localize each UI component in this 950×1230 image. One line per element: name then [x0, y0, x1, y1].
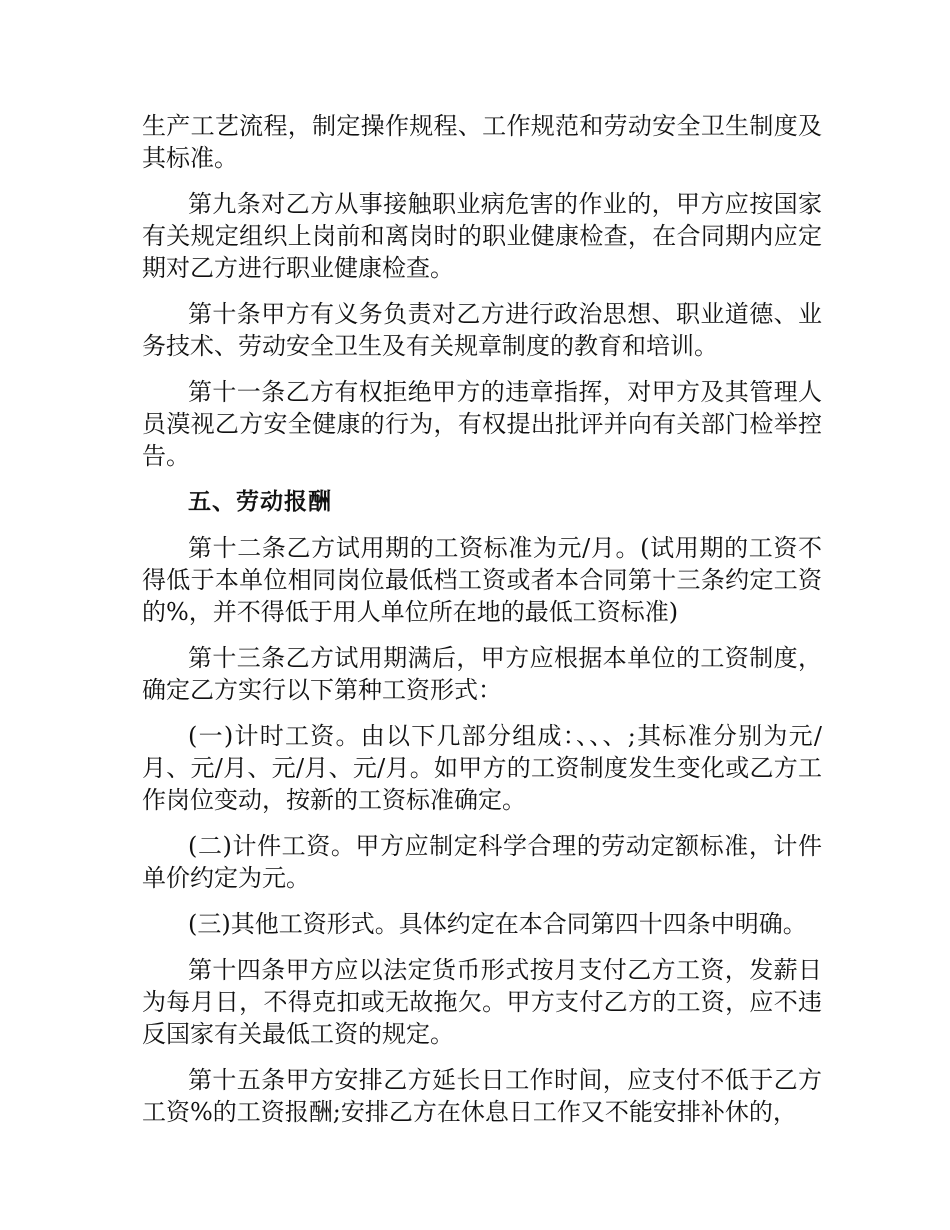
paragraph-item-1: (一)计时工资。由以下几部分组成：、、、;其标准分别为元/月、元/月、元/月、元/月。如甲方的工资制度发生变化或乙方工作岗位变动，按新的工资标准确定。 [142, 722, 822, 814]
paragraph-article-9: 第九条对乙方从事接触职业病危害的作业的，甲方应按国家有关规定组织上岗前和离岗时的职业健康检查，在合同期内应定期对乙方进行职业健康检查。 [142, 190, 822, 282]
paragraph-article-11: 第十一条乙方有权拒绝甲方的违章指挥，对甲方及其管理人员漠视乙方安全健康的行为，有权提出批评并向有关部门检举控告。 [142, 378, 822, 470]
document-body [142, 110, 822, 1142]
paragraph-article-14: 第十四条甲方应以法定货币形式按月支付乙方工资，发薪日为每月日，不得克扣或无故拖欠。甲方支付乙方的工资，应不违反国家有关最低工资的规定。 [142, 956, 822, 1048]
paragraph-article-10: 第十条甲方有义务负责对乙方进行政治思想、职业道德、业务技术、劳动安全卫生及有关规章制度的教育和培训。 [142, 300, 822, 360]
paragraph-article-15: 第十五条甲方安排乙方延长日工作时间，应支付不低于乙方工资%的工资报酬;安排乙方在休息日工作又不能安排补休的， [142, 1066, 822, 1126]
paragraph-continuation: 生产工艺流程，制定操作规程、工作规范和劳动安全卫生制度及其标准。 [142, 112, 822, 172]
paragraph-article-12: 第十二条乙方试用期的工资标准为元/月。(试用期的工资不得低于本单位相同岗位最低档工资或者本合同第十三条约定工资的%，并不得低于用人单位所在地的最低工资标准) [142, 534, 822, 626]
paragraph-item-3: (三)其他工资形式。具体约定在本合同第四十四条中明确。 [188, 910, 807, 938]
paragraph-item-2: (二)计件工资。甲方应制定科学合理的劳动定额标准，计件单价约定为元。 [142, 832, 822, 892]
section-heading-remuneration: 五、劳动报酬 [188, 489, 332, 515]
paragraph-article-13: 第十三条乙方试用期满后，甲方应根据本单位的工资制度，确定乙方实行以下第种工资形式： [142, 644, 822, 704]
